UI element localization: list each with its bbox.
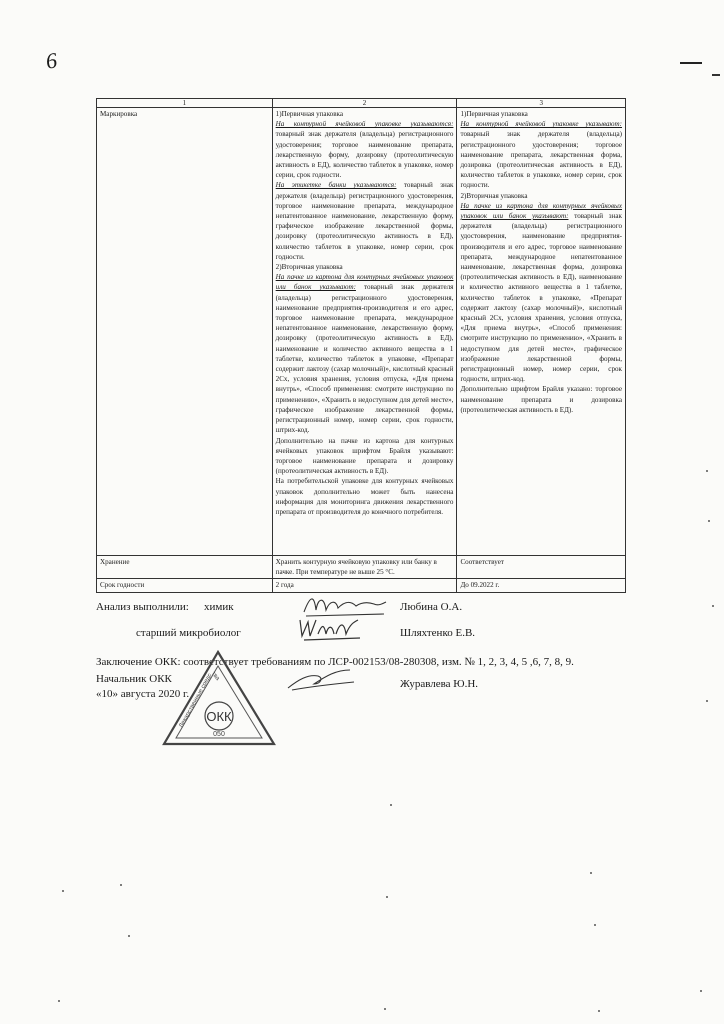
requirement-segment: Дополнительно на пачке из картона для контурных ячейковых упаковок шрифтом Брайля указывают: торговое наименование препарата и дозировку (протеолитическая активность в ЕД). <box>275 436 454 476</box>
header-col-1: 1 <box>97 99 273 108</box>
stamp-ring-text: Лекарственные средства <box>178 670 221 729</box>
page-number-handwritten: 6 <box>44 47 59 74</box>
marking-result-text <box>460 109 622 415</box>
storage-requirement: Хранить контурную ячейковую упаковку или банку в пачке. При температуре не выше 25 °С. <box>272 556 457 579</box>
stamp-center-text: ОКК <box>206 709 232 724</box>
head-name: Журавлева Ю.Н. <box>400 678 479 690</box>
table-header-row <box>97 99 626 108</box>
head-role: Начальник ОКК <box>96 673 172 685</box>
requirement-segment: товарный знак держателя (владельца) регистрационного удостоверения; торговое наименование препарата, лекарственную форму, дозировку (протеолитическую активность в ЕД), количество таблеток в упаковке, номер серии, срок годности. <box>275 130 454 180</box>
requirement-segment: 2)Вторичная упаковка <box>275 263 343 272</box>
microbiologist-signature <box>294 614 368 644</box>
conclusion-text: Заключение ОКК: соответствует требованиям по ЛСР-002153/08-280308, изм. № 1, 2, 3, 4, 5 ,6, 7, 8, 9. <box>96 656 574 668</box>
stamp-sub-text: 050 <box>213 731 225 738</box>
marking-requirement-text <box>276 109 454 517</box>
requirement-segment: товарный знак держателя (владельца) регистрационного удостоверения, наименование предприятия-производителя и его адрес, торговое наименование препарата, международное непатентованное наименование, лекарственную форму, дозировку (протеолитическую активность в ЕД), наименование и количество активного вещества в 1 таблетке, количество таблеток в упаковке, «Препарат содержит лактозу (сахар молочный)», кислотный красный 2Сх, условия хранения, условия отпуска, «Для приема внутрь», «Способ применения: смотрите инструкцию по применению», «Хранить в недоступном для детей месте», графическое изображение лекарственной формы, регистрационный номер, номер серии, срок годности, штрих-код. <box>275 283 454 435</box>
marking-result-cell <box>457 108 626 556</box>
head-signature <box>284 666 358 694</box>
okk-stamp <box>160 648 280 748</box>
shelf-life-result: До 09.2022 г. <box>457 579 626 592</box>
chemist-name: Любина О.А. <box>400 601 463 613</box>
microbiologist-name: Шляхтенко Е.В. <box>400 627 476 639</box>
microbiologist-role: старший микробиолог <box>136 627 241 639</box>
requirement-segment: На пачке из картона для контурных ячейковых упаковок или банок указывают: <box>275 273 454 292</box>
row-label-marking: Маркировка <box>97 108 273 556</box>
requirement-segment: товарный знак держателя (владельца) регистрационного удостоверения, торговое наименование препарата, международное непатентованное наименование, лекарственную форму, графическое изображение лекарственной формы, дозировку (протеолитическую активность в ЕД), количество таблеток в упаковке, номер серии, срок годности. <box>275 181 454 261</box>
requirement-segment: На потребительской упаковке для контурных ячейковых упаковок дополнительно может быть нанесена информация для мониторинга движения лекарственного препарата от производителя до конечного потребителя. <box>275 477 454 516</box>
requirement-segment: 1)Первичная упаковка <box>275 110 344 118</box>
shelf-life-requirement: 2 года <box>272 579 457 592</box>
table-row-storage <box>97 556 626 579</box>
result-segment: 2)Вторичная упаковка <box>460 191 528 200</box>
header-col-2: 2 <box>272 99 457 108</box>
header-col-3: 3 <box>457 99 626 108</box>
requirement-segment: На контурной ячейковой упаковке указываются: <box>275 120 454 129</box>
row-label-storage: Хранение <box>97 556 273 579</box>
requirement-segment: На этикетке банки указываются: <box>275 181 397 190</box>
result-segment: На контурной ячейковой упаковке указывают: <box>460 120 622 129</box>
table-row-marking <box>97 108 626 556</box>
approval-date: «10» августа 2020 г. <box>96 688 190 700</box>
result-segment: товарный знак держателя (владельца) регистрационного удостоверения; торговое наименование препарата, лекарственная форма, дозировка (протеолитическая активность в ЕД), количество таблеток в упаковке, номер серии, срок годности. <box>460 130 622 190</box>
corner-mark <box>680 62 702 64</box>
analysis-label: Анализ выполнили: <box>96 601 189 613</box>
result-segment: товарный знак держателя (владельца) регистрационного удостоверения, наименование предприятия-производителя и его адрес, торговое наименование препарата, международное непатентованное наименование, лекарственная форма, дозировка (протеолитическая активность в ЕД), наименование и количество активного вещества в 1 таблетке, количество таблеток в упаковке, «Препарат содержит лактозу (сахар молочный)», кислотный красный 2Сх, условия хранения, условия отпуска, «Для приема внутрь», «Способ применения: смотрите инструкцию по применению», «Хранить в недоступном для детей месте», графическое изображение лекарственной формы, регистрационный номер, номер серии, срок годности, штрих-код. <box>460 212 623 384</box>
chemist-role: химик <box>204 601 234 613</box>
marking-requirement-cell <box>272 108 457 556</box>
storage-result: Соответствует <box>457 556 626 579</box>
row-label-shelf-life: Срок годности <box>97 579 273 592</box>
result-segment: На пачке из картона для контурных ячейковых упаковок или банок указывают: <box>460 201 622 221</box>
corner-tick <box>712 74 720 76</box>
result-segment: Дополнительно шрифтом Брайля указано: торговое наименование препарата и дозировка (протеолитическая активность в ЕД). <box>460 385 622 414</box>
result-segment: 1)Первичная упаковка <box>460 110 528 118</box>
specification-table <box>96 98 626 593</box>
